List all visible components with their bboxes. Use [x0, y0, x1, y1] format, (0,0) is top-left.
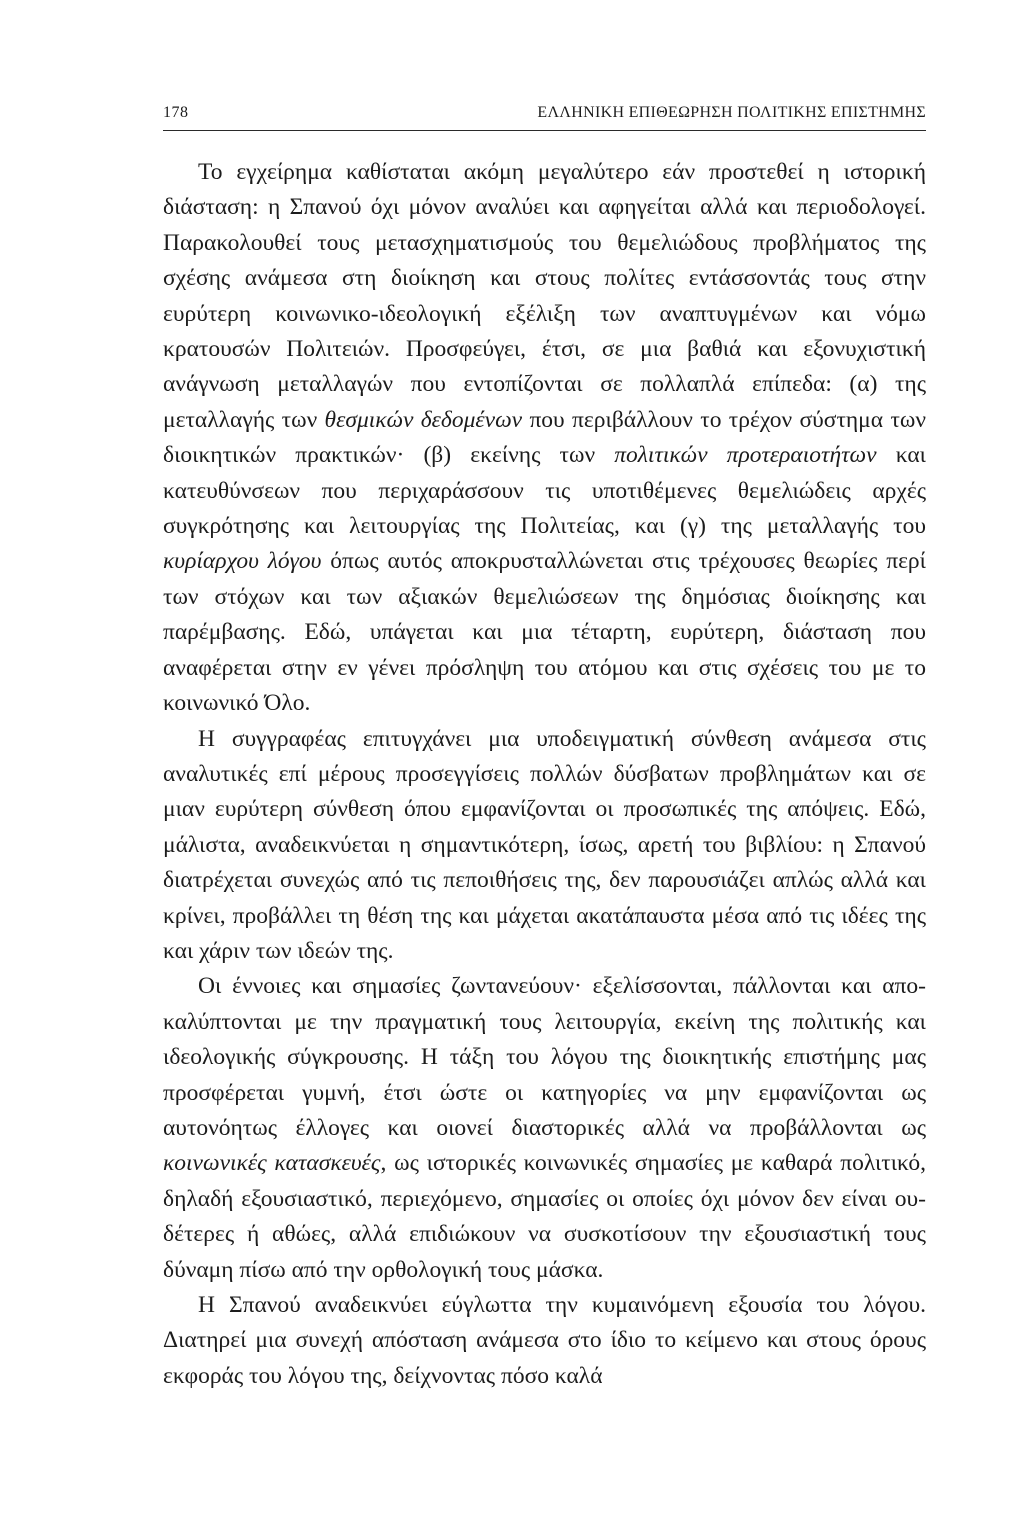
paragraph	[163, 155, 926, 722]
header-rule	[163, 130, 926, 131]
text-run: και κατευθύνσεων που περιχαράσσουν τις υποτιθέμενες θεμελιώδεις αρχές συγκρότησης και λειτουργίας της Πολιτείας, και (γ) της μεταλλαγής του	[163, 442, 926, 540]
text-run: Η συγγραφέας επιτυγχάνει μια υποδειγματική σύνθεση ανάμεσα στις αναλυτικές επί μέρους προσεγγίσεις πολλών δύσβατων προβλημάτων και σε μιαν ευρύτερη σύνθεση όπου εμφανίζονται οι προσωπικές της απόψεις. Εδώ, μάλιστα, αναδεικνύεται η σημαντικότερη, ίσως, αρετή του βιβλίου: η Σπανού διατρέχεται συνεχώς από τις πεποιθήσεις της, δεν παρουσιάζει απλώς αλλά και κρίνει, προβάλλει τη θέση της και μάχεται ακατάπαυστα μέσα από τις ιδέες της και χάριν των ιδεών της.	[163, 725, 926, 964]
text-run: , ως ιστορικές κοινωνικές σημασίες με καθαρά πολιτικό, δηλαδή εξουσιαστικό, περιεχόμενο, σημασίες οι οποίες όχι μόνον δεν είναι ουδέτερες ή αθώες, αλλά επιδιώκουν να συσκοτίσουν την εξουσιαστική τους δύναμη πίσω από την ορθολογική τους μάσκα.	[163, 1150, 927, 1283]
italic-phrase: θεσμικών δεδομένων	[324, 406, 523, 433]
page-number: 178	[163, 104, 189, 121]
text-run: Το εγχείρημα καθίσταται ακόμη μεγαλύτερο εάν προστεθεί η ιστορική διάσταση: η Σπανού όχι μόνον αναλύει και αφηγείται αλλά και περιοδολογεί. Παρακολουθεί τους μετασχηματισμούς του θεμελιώδους προβλήματος της σχέσης ανάμεσα στη διοίκηση και στους πολίτες εντάσσοντάς τους στην ευρύτερη κοινωνικο-ιδεολογική εξέλιξη των αναπτυγμένων και νόμω κρατουσών Πολιτειών. Προσφεύγει, έτσι, σε μια βαθιά και εξονυχιστική ανάγνωση μεταλλαγών που εντοπίζονται σε πολλαπλά επίπεδα: (α) της μεταλλαγής των	[163, 159, 926, 433]
journal-title: ΕΛΛΗΝΙΚΗ ΕΠΙΘΕΩΡΗΣΗ ΠΟΛΙΤΙΚΗΣ ΕΠΙΣΤΗΜΗΣ	[537, 104, 926, 121]
italic-phrase: κυρίαρχου λόγου	[163, 548, 322, 575]
text-run: Η Σπανού αναδεικνύει εύγλωττα την κυμαινόμενη εξουσία του λόγου. Διατηρεί μια συνεχή απόσταση ανάμεσα στο ίδιο το κείμενο και στους όρους εκφοράς του λόγου της, δείχνοντας πόσο καλά	[163, 1292, 926, 1389]
paragraph	[163, 722, 926, 970]
text-run: που περιβάλλουν το τρέχον σύστημα των διοικητικών πρακτικών· (β) εκείνης των	[163, 406, 926, 469]
body-text	[163, 155, 926, 1394]
italic-phrase: πολιτικών προτεραιοτήτων	[614, 442, 877, 469]
text-run: όπως αυτός αποκρυσταλλώνεται στις τρέχουσες θεωρίες περί των στόχων και των αξιακών θεμελιώσεων της δημόσιας διοίκησης και παρέμβασης. Εδώ, υπάγεται και μια τέταρτη, ευρύτερη, διάσταση που αναφέρεται στην εν γένει πρόσληψη του ατόμου και στις σχέσεις του με το κοινωνικό Όλο.	[163, 548, 926, 717]
running-header	[163, 104, 926, 130]
paragraph	[163, 969, 926, 1288]
paragraph	[163, 1288, 926, 1394]
italic-phrase: κοινωνικές κατασκευές	[163, 1150, 381, 1177]
text-run: Οι έννοιες και σημασίες ζωντανεύουν· εξελίσσονται, πάλλονται και απο-καλύπτονται με την πραγματική τους λειτουργία, εκείνη της πολιτικής και ιδεολογικής σύγκρουσης. Η τάξη του λόγου της διοικητικής επιστήμης μας προσφέρεται γυμνή, έτσι ώστε οι κατηγορίες να μην εμφανίζονται ως αυτονόητως έλλογες και οιονεί διαστορικές αλλά να προβάλλονται ως	[163, 973, 926, 1141]
